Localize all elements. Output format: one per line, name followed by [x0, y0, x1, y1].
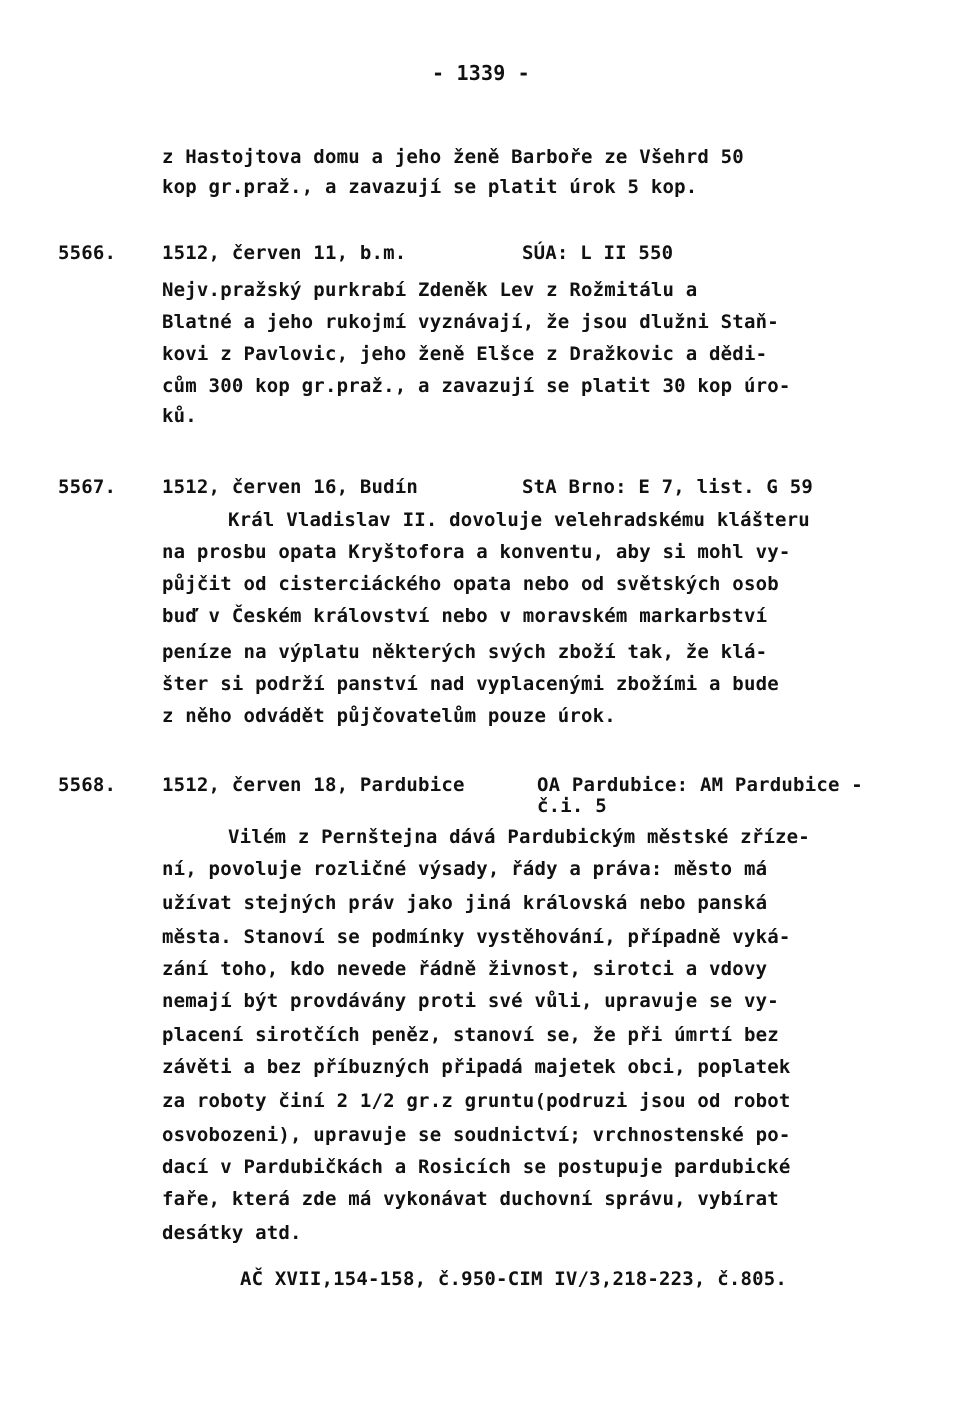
entry-source: SÚA: L II 550	[522, 242, 674, 264]
entry-text-line: placení sirotčích peněz, stanoví se, že při úmrtí bez	[162, 1024, 779, 1046]
entry-text-line: zání toho, kdo nevede řádně živnost, sirotci a vdovy	[162, 958, 768, 980]
entry-text-line: Vilém z Pernštejna dává Pardubickým městské zříze-	[228, 826, 810, 848]
entry-date-place: 1512, červen 16, Budín	[162, 476, 419, 498]
entry-text-line: z něho odvádět půjčovatelům pouze úrok.	[162, 705, 616, 727]
entry-text-line: Blatné a jeho rukojmí vyznávají, že jsou dlužni Staň-	[162, 311, 779, 333]
entry-reference: AČ XVII,154-158, č.950-CIM IV/3,218-223, č.805.	[240, 1268, 788, 1290]
entry-text-line: užívat stejných práv jako jiná královská nebo panská	[162, 892, 768, 914]
entry-text-line: šter si podrží panství nad vyplacenými zbožími a bude	[162, 673, 779, 695]
entry-text-line: buď v Českém království nebo v moravském markarbství	[162, 605, 768, 627]
entry-source: OA Pardubice: AM Pardubice -	[537, 774, 863, 796]
entry-text-line: nemají být provdávány proti své vůli, upravuje se vy-	[162, 990, 779, 1012]
intro-line: z Hastojtova domu a jeho ženě Barboře ze Všehrd 50	[162, 146, 744, 168]
entry-text-line: osvobozeni), upravuje se soudnictví; vrchnostenské po-	[162, 1124, 791, 1146]
entry-text-line: desátky atd.	[162, 1222, 302, 1244]
entry-text-line: na prosbu opata Kryštofora a konventu, aby si mohl vy-	[162, 541, 791, 563]
entry-source: č.i. 5	[537, 795, 607, 817]
entry-text-line: kovi z Pavlovic, jeho ženě Elšce z Dražkovic a dědi-	[162, 343, 768, 365]
entry-text-line: závěti a bez příbuzných připadá majetek obci, poplatek	[162, 1056, 791, 1078]
entry-date-place: 1512, červen 11, b.m.	[162, 242, 407, 264]
entry-text-line: města. Stanoví se podmínky vystěhování, případně vyká-	[162, 926, 791, 948]
entry-text-line: Nejv.pražský purkrabí Zdeněk Lev z Rožmitálu a	[162, 279, 698, 301]
intro-line: kop gr.praž., a zavazují se platit úrok 5 kop.	[162, 176, 698, 198]
entry-text-line: ní, povoluje rozličné výsady, řády a práva: město má	[162, 858, 768, 880]
entry-text-line: dací v Pardubičkách a Rosicích se postupuje pardubické	[162, 1156, 791, 1178]
entry-text-line: za roboty činí 2 1/2 gr.z gruntu(podruzi jsou od robot	[162, 1090, 791, 1112]
page-number: - 1339 -	[432, 61, 530, 85]
entry-text-line: peníze na výplatu některých svých zboží tak, že klá-	[162, 641, 768, 663]
entry-text-line: ků.	[162, 405, 197, 427]
entry-text-line: cům 300 kop gr.praž., a zavazují se platit 30 kop úro-	[162, 375, 791, 397]
entry-source: StA Brno: E 7, list. G 59	[522, 476, 813, 498]
entry-date-place: 1512, červen 18, Pardubice	[162, 774, 465, 796]
entry-text-line: Král Vladislav II. dovoluje velehradskému klášteru	[228, 509, 810, 531]
entry-number: 5567.	[58, 476, 117, 498]
entry-text-line: půjčit od cisterciáckého opata nebo od světských osob	[162, 573, 779, 595]
entry-text-line: faře, která zde má vykonávat duchovní správu, vybírat	[162, 1188, 779, 1210]
entry-number: 5566.	[58, 242, 117, 264]
entry-number: 5568.	[58, 774, 117, 796]
